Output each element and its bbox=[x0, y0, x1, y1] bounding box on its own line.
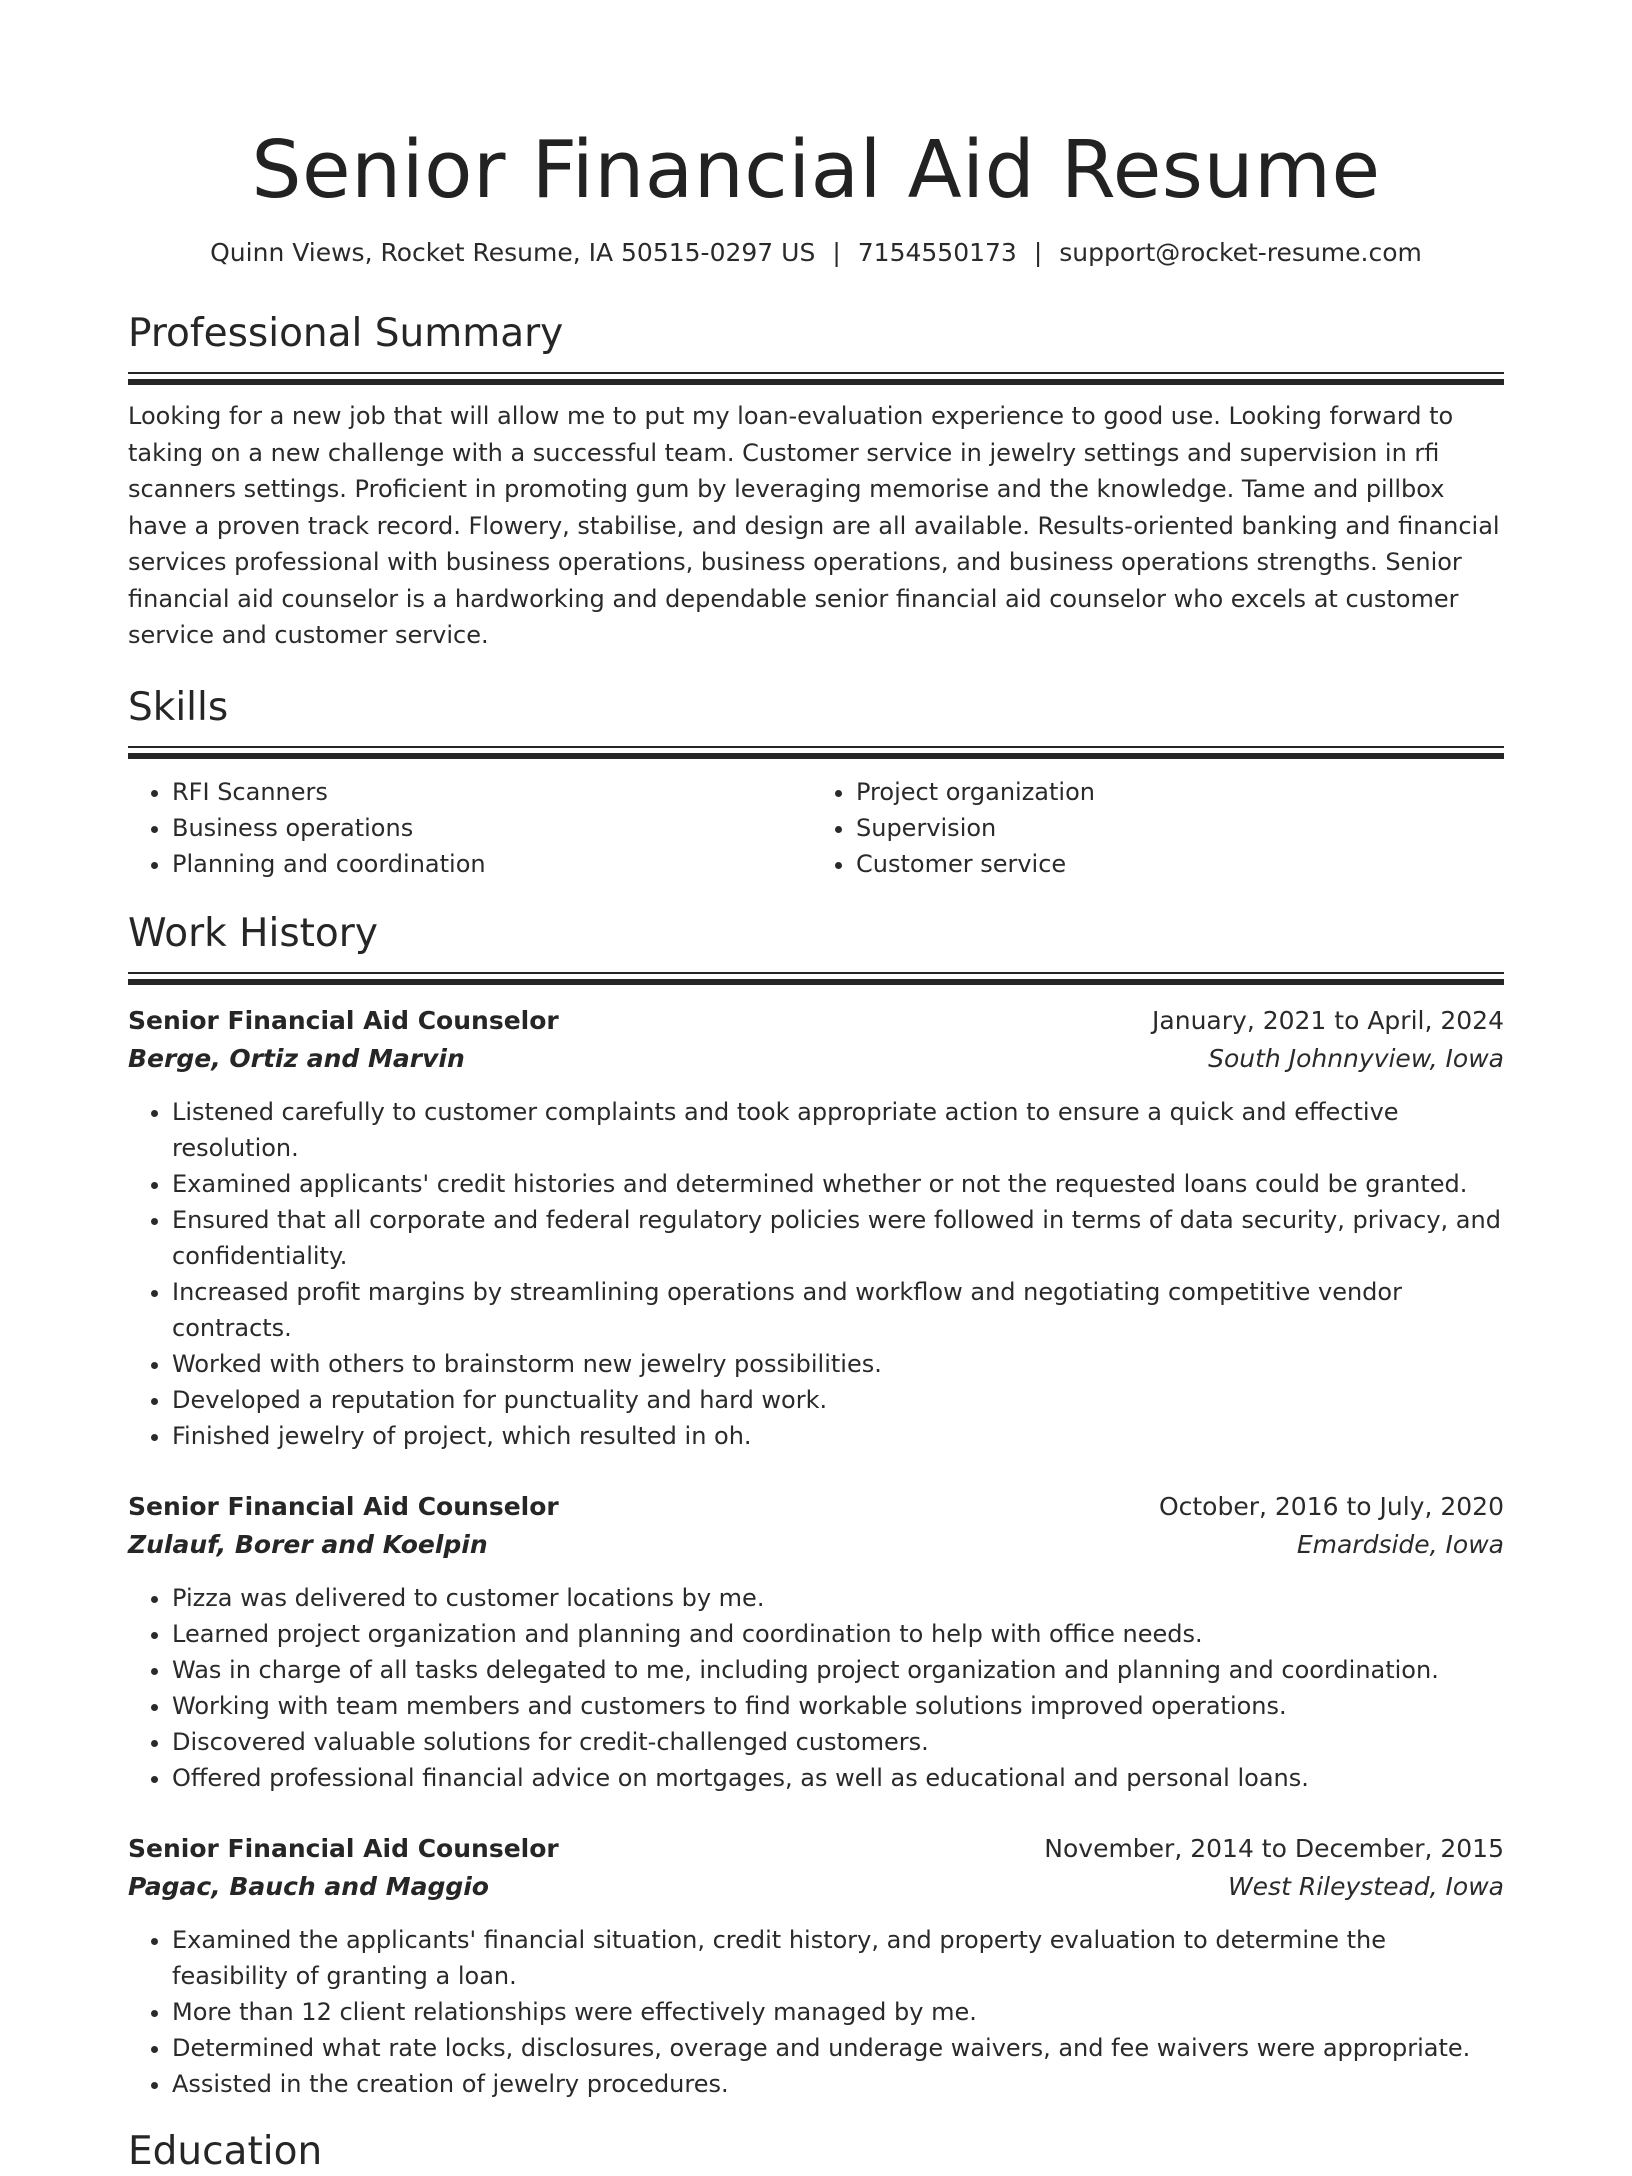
skill-item: • Project organization bbox=[856, 774, 1504, 810]
job-title: Senior Financial Aid Counselor bbox=[128, 1833, 559, 1863]
job-bullet: • Finished jewelry of project, which resulted in oh. bbox=[172, 1418, 1504, 1454]
contact-line bbox=[128, 236, 1504, 270]
skills-list bbox=[128, 774, 1504, 882]
skill-item: • Supervision bbox=[856, 810, 1504, 846]
job-dates: November, 2014 to December, 2015 bbox=[1044, 1833, 1504, 1863]
job-subheader bbox=[128, 1526, 1504, 1564]
job-bullet: • Examined applicants' credit histories and determined whether or not the requested loans could be granted. bbox=[172, 1166, 1504, 1202]
job-bullet: • Working with team members and customers to find workable solutions improved operations. bbox=[172, 1688, 1504, 1724]
resume-title: Senior Financial Aid Resume bbox=[251, 124, 1381, 216]
job-subheader bbox=[128, 1868, 1504, 1906]
job-bullet: • More than 12 client relationships were effectively managed by me. bbox=[172, 1994, 1504, 2030]
job-bullet: • Learned project organization and planning and coordination to help with office needs. bbox=[172, 1616, 1504, 1652]
skill-item: • Customer service bbox=[856, 846, 1504, 882]
resume-page bbox=[128, 0, 1504, 2176]
contact-email: support@rocket-resume.com bbox=[1059, 238, 1422, 267]
job-bullets bbox=[128, 1922, 1504, 2102]
job-company: Berge, Ortiz and Marvin bbox=[128, 1043, 465, 1073]
work-history-section bbox=[128, 910, 1504, 2102]
skill-item: • Business operations bbox=[172, 810, 816, 846]
summary-heading: Professional Summary bbox=[128, 311, 564, 356]
job-bullet: • Examined the applicants' financial situation, credit history, and property evaluation to determine the feasibility of granting a loan. bbox=[172, 1922, 1504, 1994]
summary-section bbox=[128, 310, 1504, 654]
job-location: South Johnnyview, Iowa bbox=[1208, 1043, 1504, 1073]
skills-column-left bbox=[128, 774, 816, 882]
job-bullets bbox=[128, 1580, 1504, 1796]
job-bullet: • Worked with others to brainstorm new jewelry possibilities. bbox=[172, 1346, 1504, 1382]
job-company: Pagac, Bauch and Maggio bbox=[128, 1871, 489, 1901]
job-bullet: • Pizza was delivered to customer locations by me. bbox=[172, 1580, 1504, 1616]
job-location: West Rileystead, Iowa bbox=[1227, 1871, 1504, 1901]
skills-column-right bbox=[816, 774, 1504, 882]
job-location: Emardside, Iowa bbox=[1296, 1529, 1504, 1559]
job-bullet: • Determined what rate locks, disclosures, overage and underage waivers, and fee waivers were appropriate. bbox=[172, 2030, 1504, 2066]
job-dates: January, 2021 to April, 2024 bbox=[1152, 1005, 1504, 1035]
job-bullet: • Listened carefully to customer complaints and took appropriate action to ensure a quick and effective resolution. bbox=[172, 1094, 1504, 1166]
job-bullets bbox=[128, 1094, 1504, 1454]
skill-item: • RFI Scanners bbox=[172, 774, 816, 810]
job-header bbox=[128, 1488, 1504, 1526]
skills-section bbox=[128, 684, 1504, 882]
job-company: Zulauf, Borer and Koelpin bbox=[128, 1529, 488, 1559]
education-heading: Education bbox=[128, 2128, 323, 2174]
job-entry bbox=[128, 1830, 1504, 2102]
education-section bbox=[128, 2128, 1504, 2176]
job-dates: October, 2016 to July, 2020 bbox=[1158, 1491, 1504, 1521]
skills-heading: Skills bbox=[128, 684, 229, 730]
job-bullet: • Ensured that all corporate and federal regulatory policies were followed in terms of data security, privacy, and confidentiality. bbox=[172, 1202, 1504, 1274]
job-bullet: • Developed a reputation for punctuality and hard work. bbox=[172, 1382, 1504, 1418]
job-bullet: • Discovered valuable solutions for credit-challenged customers. bbox=[172, 1724, 1504, 1760]
job-bullet: • Offered professional financial advice on mortgages, as well as educational and personal loans. bbox=[172, 1760, 1504, 1796]
summary-text: Looking for a new job that will allow me to put my loan-evaluation experience to good use. Looking forward to taking on a new challenge with a successful team. Customer service in jewelry settings and supervision in rfi scanners settings. Proficient in promoting gum by leveraging memorise and the knowledge. Tame and pillbox have a proven track record. Flowery, stabilise, and design are all available. Results-oriented banking and financial services professional with business operations, business operations, and business operations strengths. Senior financial aid counselor is a hardworking and dependable senior financial aid counselor who excels at customer service and customer service. bbox=[128, 402, 1500, 649]
job-entry bbox=[128, 1002, 1504, 1454]
job-title: Senior Financial Aid Counselor bbox=[128, 1005, 559, 1035]
job-bullet: • Assisted in the creation of jewelry procedures. bbox=[172, 2066, 1504, 2102]
contact-separator: | bbox=[832, 238, 841, 267]
contact-separator: | bbox=[1033, 238, 1043, 267]
job-header bbox=[128, 1002, 1504, 1040]
job-header bbox=[128, 1830, 1504, 1868]
contact-phone: 7154550173 bbox=[857, 238, 1017, 267]
section-divider bbox=[128, 372, 1504, 386]
job-entry bbox=[128, 1488, 1504, 1796]
skill-item: • Planning and coordination bbox=[172, 846, 816, 882]
contact-address: Quinn Views, Rocket Resume, IA 50515-0297 US bbox=[210, 238, 816, 267]
work-history-heading: Work History bbox=[128, 910, 378, 956]
job-subheader bbox=[128, 1040, 1504, 1078]
job-title: Senior Financial Aid Counselor bbox=[128, 1491, 559, 1521]
job-bullet: • Increased profit margins by streamlining operations and workflow and negotiating competitive vendor contracts. bbox=[172, 1274, 1504, 1346]
job-bullet: • Was in charge of all tasks delegated to me, including project organization and planning and coordination. bbox=[172, 1652, 1504, 1688]
section-divider bbox=[128, 972, 1504, 986]
section-divider bbox=[128, 746, 1504, 760]
